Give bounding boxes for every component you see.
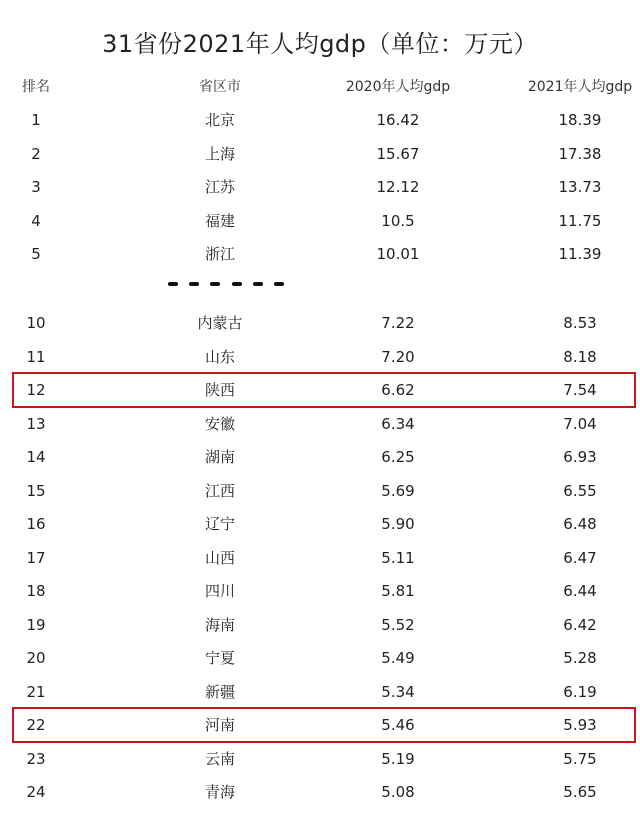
gdp-2021-cell: 5.28 <box>563 649 597 667</box>
gdp-2021-cell: 6.93 <box>563 448 597 466</box>
table-row <box>0 340 640 374</box>
rank-cell: 2 <box>31 144 41 163</box>
table-row <box>0 170 640 204</box>
province-cell: 内蒙古 <box>197 314 243 332</box>
rank-cell: 14 <box>26 448 46 466</box>
province-cell: 安徽 <box>204 414 235 433</box>
gdp-2021-cell: 6.42 <box>563 615 597 634</box>
province-cell: 山西 <box>204 548 235 567</box>
gdp-2021-cell: 6.19 <box>563 682 597 701</box>
table-row <box>0 507 640 541</box>
rank-cell: 15 <box>26 481 46 500</box>
gdp-2020-cell: 5.19 <box>381 749 415 768</box>
gdp-2021-cell: 5.93 <box>563 716 597 734</box>
gdp-2020-cell: 7.20 <box>381 347 415 366</box>
table-row <box>0 541 640 575</box>
province-cell: 青海 <box>204 783 235 801</box>
province-cell: 四川 <box>204 582 235 600</box>
rank-cell: 17 <box>26 548 46 567</box>
gdp-2020-cell: 10.01 <box>376 245 420 263</box>
table-row <box>0 440 640 474</box>
ellipsis-dot <box>168 282 178 286</box>
gdp-2020-cell: 16.42 <box>376 111 420 129</box>
ellipsis-dot <box>189 282 199 286</box>
ellipsis-dot <box>232 282 242 286</box>
province-cell: 北京 <box>204 111 235 129</box>
province-cell: 江苏 <box>204 178 235 196</box>
province-cell: 浙江 <box>204 245 235 263</box>
rank-cell: 5 <box>31 245 41 263</box>
gdp-2021-cell: 11.75 <box>558 211 602 230</box>
gdp-2020-cell: 5.90 <box>381 515 415 533</box>
rank-cell: 1 <box>31 111 41 129</box>
rank-cell: 12 <box>26 381 46 399</box>
table-row <box>0 608 640 642</box>
table-row <box>0 675 640 709</box>
omitted-rows-ellipsis <box>168 282 284 286</box>
gdp-2021-cell: 6.48 <box>563 515 597 533</box>
gdp-2020-cell: 5.81 <box>381 582 415 600</box>
table-row <box>0 237 640 271</box>
rank-column-header: 排名 <box>22 79 50 95</box>
rank-cell: 3 <box>31 178 41 196</box>
rank-cell: 4 <box>31 211 41 230</box>
province-cell: 福建 <box>204 211 235 230</box>
gdp-2020-cell: 5.34 <box>381 682 415 701</box>
table-row <box>0 306 640 340</box>
rank-cell: 16 <box>26 515 46 533</box>
rank-cell: 13 <box>26 414 46 433</box>
gdp-2021-cell: 8.53 <box>563 314 597 332</box>
gdp-2020-cell: 5.52 <box>381 615 415 634</box>
rank-cell: 11 <box>26 347 46 366</box>
gdp-2021-column-header: 2021年人均gdp <box>527 79 633 95</box>
gdp-2021-cell: 18.39 <box>558 111 602 129</box>
rank-cell: 19 <box>26 615 46 634</box>
province-cell: 海南 <box>204 615 235 634</box>
province-cell: 新疆 <box>204 682 235 701</box>
province-cell: 山东 <box>204 347 235 366</box>
gdp-2020-cell: 5.08 <box>381 783 415 801</box>
table-row <box>0 742 640 776</box>
gdp-2020-cell: 6.34 <box>381 414 415 433</box>
ellipsis-dot <box>210 282 220 286</box>
table-row <box>0 407 640 441</box>
gdp-2020-cell: 6.62 <box>381 381 415 399</box>
table-row <box>0 373 640 407</box>
gdp-2020-cell: 5.69 <box>381 481 415 500</box>
rank-cell: 20 <box>26 649 46 667</box>
rank-cell: 10 <box>26 314 46 332</box>
gdp-2020-cell: 7.22 <box>381 314 415 332</box>
gdp-2021-cell: 13.73 <box>558 178 602 196</box>
province-cell: 宁夏 <box>204 649 235 667</box>
province-cell: 湖南 <box>204 448 235 466</box>
rank-cell: 18 <box>26 582 46 600</box>
ellipsis-dot <box>274 282 284 286</box>
gdp-2020-cell: 12.12 <box>376 178 420 196</box>
province-cell: 河南 <box>204 716 235 734</box>
province-cell: 云南 <box>204 749 235 768</box>
gdp-2021-cell: 8.18 <box>563 347 597 366</box>
page-title: 31省份2021年人均gdp（单位：万元） <box>102 30 538 58</box>
table-row <box>0 574 640 608</box>
gdp-2020-cell: 15.67 <box>376 144 420 163</box>
province-cell: 江西 <box>204 481 235 500</box>
table-row <box>0 474 640 508</box>
gdp-2020-cell: 5.11 <box>381 548 415 567</box>
table-header <box>0 70 640 104</box>
gdp-2021-cell: 7.04 <box>563 414 597 433</box>
table-row <box>0 775 640 809</box>
gdp-2021-cell: 5.75 <box>563 749 597 768</box>
ellipsis-dot <box>253 282 263 286</box>
gdp-2021-cell: 6.55 <box>563 481 597 500</box>
table-row <box>0 137 640 171</box>
gdp-2021-cell: 5.65 <box>563 783 597 801</box>
province-column-header: 省区市 <box>199 79 241 95</box>
rank-cell: 22 <box>26 716 46 734</box>
gdp-2021-cell: 7.54 <box>563 381 597 399</box>
rank-cell: 23 <box>26 749 46 768</box>
gdp-2021-cell: 11.39 <box>558 245 602 263</box>
gdp-2021-cell: 6.47 <box>563 548 597 567</box>
gdp-2020-cell: 5.49 <box>381 649 415 667</box>
table-row <box>0 641 640 675</box>
gdp-2020-cell: 6.25 <box>381 448 415 466</box>
table-row <box>0 103 640 137</box>
rank-cell: 21 <box>26 682 46 701</box>
province-cell: 陕西 <box>204 381 235 399</box>
province-cell: 辽宁 <box>204 515 235 533</box>
gdp-2020-column-header: 2020年人均gdp <box>345 79 451 95</box>
table-row <box>0 204 640 238</box>
province-cell: 上海 <box>204 144 235 163</box>
gdp-2020-cell: 10.5 <box>381 211 415 230</box>
rank-cell: 24 <box>26 783 46 801</box>
gdp-2020-cell: 5.46 <box>381 716 415 734</box>
table-row <box>0 708 640 742</box>
gdp-2021-cell: 17.38 <box>558 144 602 163</box>
gdp-2021-cell: 6.44 <box>563 582 597 600</box>
